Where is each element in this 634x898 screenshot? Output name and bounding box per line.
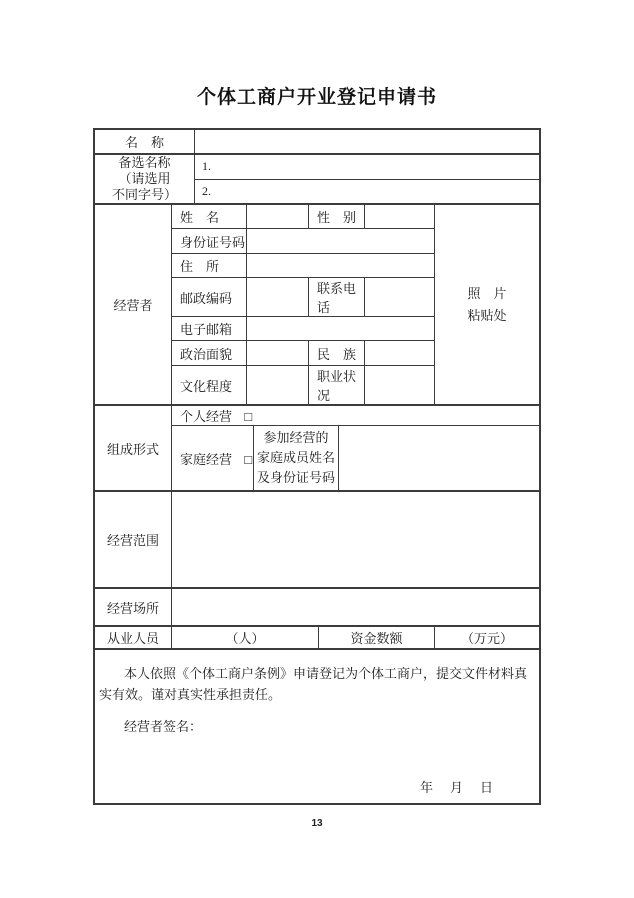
photo-label-line2: 粘贴处 bbox=[467, 307, 507, 323]
alt-name-label-line3: 不同字号） bbox=[111, 187, 177, 202]
family-members-label-line1: 参加经营的 bbox=[263, 430, 329, 445]
alt-name-section bbox=[94, 154, 540, 204]
declaration-section bbox=[94, 649, 540, 804]
alt-name-option1-prefix: 1. bbox=[202, 159, 211, 174]
individual-operation-label: 个人经营 bbox=[180, 409, 233, 424]
family-members-label-line3: 及身份证号码 bbox=[256, 470, 335, 485]
operator-postcode-label: 邮政编码 bbox=[172, 278, 247, 317]
staff-label: 从业人员 bbox=[95, 627, 172, 649]
composition-section bbox=[94, 405, 540, 491]
operator-occupation-value bbox=[365, 366, 435, 405]
premises-label: 经营场所 bbox=[95, 589, 172, 626]
operator-ethnic-label: 民 族 bbox=[309, 341, 365, 366]
operator-education-label: 文化程度 bbox=[172, 366, 247, 405]
operator-name-label: 姓 名 bbox=[172, 205, 247, 229]
composition-family-cell bbox=[172, 426, 254, 491]
alt-name-label-cell bbox=[95, 155, 195, 204]
operator-education-value bbox=[247, 366, 309, 405]
operator-section bbox=[94, 204, 540, 405]
composition-label-cell: 组成形式 bbox=[95, 406, 172, 491]
family-checkbox-icon: □ bbox=[244, 451, 253, 467]
business-scope-label: 经营范围 bbox=[95, 492, 172, 588]
individual-checkbox-icon: □ bbox=[244, 409, 253, 424]
family-members-label-line2: 家庭成员姓名 bbox=[256, 450, 335, 465]
operator-political-value bbox=[247, 341, 309, 366]
registration-form-table bbox=[93, 128, 541, 805]
staff-capital-section bbox=[94, 626, 540, 649]
declaration-text: 本人依照《个体工商户条例》申请登记为个体工商户，提交文件材料真实有效。谨对真实性承担责任。 bbox=[99, 666, 528, 702]
date-line: 年 月 日 bbox=[419, 780, 495, 795]
family-members-label-cell bbox=[254, 426, 339, 491]
page-number: 13 bbox=[311, 818, 323, 829]
operator-residence-label: 住 所 bbox=[172, 254, 247, 278]
operator-id-value bbox=[247, 229, 435, 254]
page-title: 个体工商户开业登记申请书 bbox=[196, 87, 437, 108]
alt-name-option2-cell bbox=[195, 179, 540, 204]
operator-email-label: 电子邮箱 bbox=[172, 317, 247, 341]
family-members-value-cell bbox=[339, 426, 540, 491]
alt-name-option2-prefix: 2. bbox=[202, 183, 211, 198]
alt-name-label-line2: （请选用 bbox=[118, 171, 171, 186]
name-value-cell bbox=[195, 130, 540, 154]
capital-unit-cell: （万元） bbox=[435, 627, 540, 649]
alt-name-label-line1: 备选名称 bbox=[118, 155, 171, 170]
composition-individual-cell bbox=[172, 406, 540, 426]
declaration-cell bbox=[95, 650, 540, 804]
operator-ethnic-value bbox=[365, 341, 435, 366]
name-section bbox=[94, 129, 540, 154]
operator-email-value bbox=[247, 317, 435, 341]
premises-value bbox=[172, 589, 540, 626]
operator-residence-value bbox=[247, 254, 435, 278]
operator-phone-label: 联系电话 bbox=[309, 278, 365, 317]
staff-unit-cell: （人） bbox=[172, 627, 319, 649]
business-scope-value bbox=[172, 492, 540, 588]
premises-section bbox=[94, 588, 540, 626]
signature-label: 经营者签名： bbox=[124, 719, 203, 734]
operator-label-cell: 经营者 bbox=[95, 205, 172, 405]
operator-occupation-label: 职业状况 bbox=[309, 366, 365, 405]
operator-name-value bbox=[247, 205, 309, 229]
operator-id-label: 身份证号码 bbox=[172, 229, 247, 254]
capital-label: 资金数额 bbox=[319, 627, 435, 649]
business-scope-section bbox=[94, 491, 540, 588]
alt-name-option1-cell bbox=[195, 155, 540, 180]
operator-gender-label: 性 别 bbox=[309, 205, 365, 229]
operator-phone-value bbox=[365, 278, 435, 317]
name-label-cell: 名 称 bbox=[95, 130, 195, 154]
photo-paste-area bbox=[435, 205, 540, 405]
family-operation-label: 家庭经营 bbox=[180, 451, 233, 467]
operator-political-label: 政治面貌 bbox=[172, 341, 247, 366]
photo-label-line1: 照 片 bbox=[467, 285, 507, 301]
operator-postcode-value bbox=[247, 278, 309, 317]
operator-gender-value bbox=[365, 205, 435, 229]
